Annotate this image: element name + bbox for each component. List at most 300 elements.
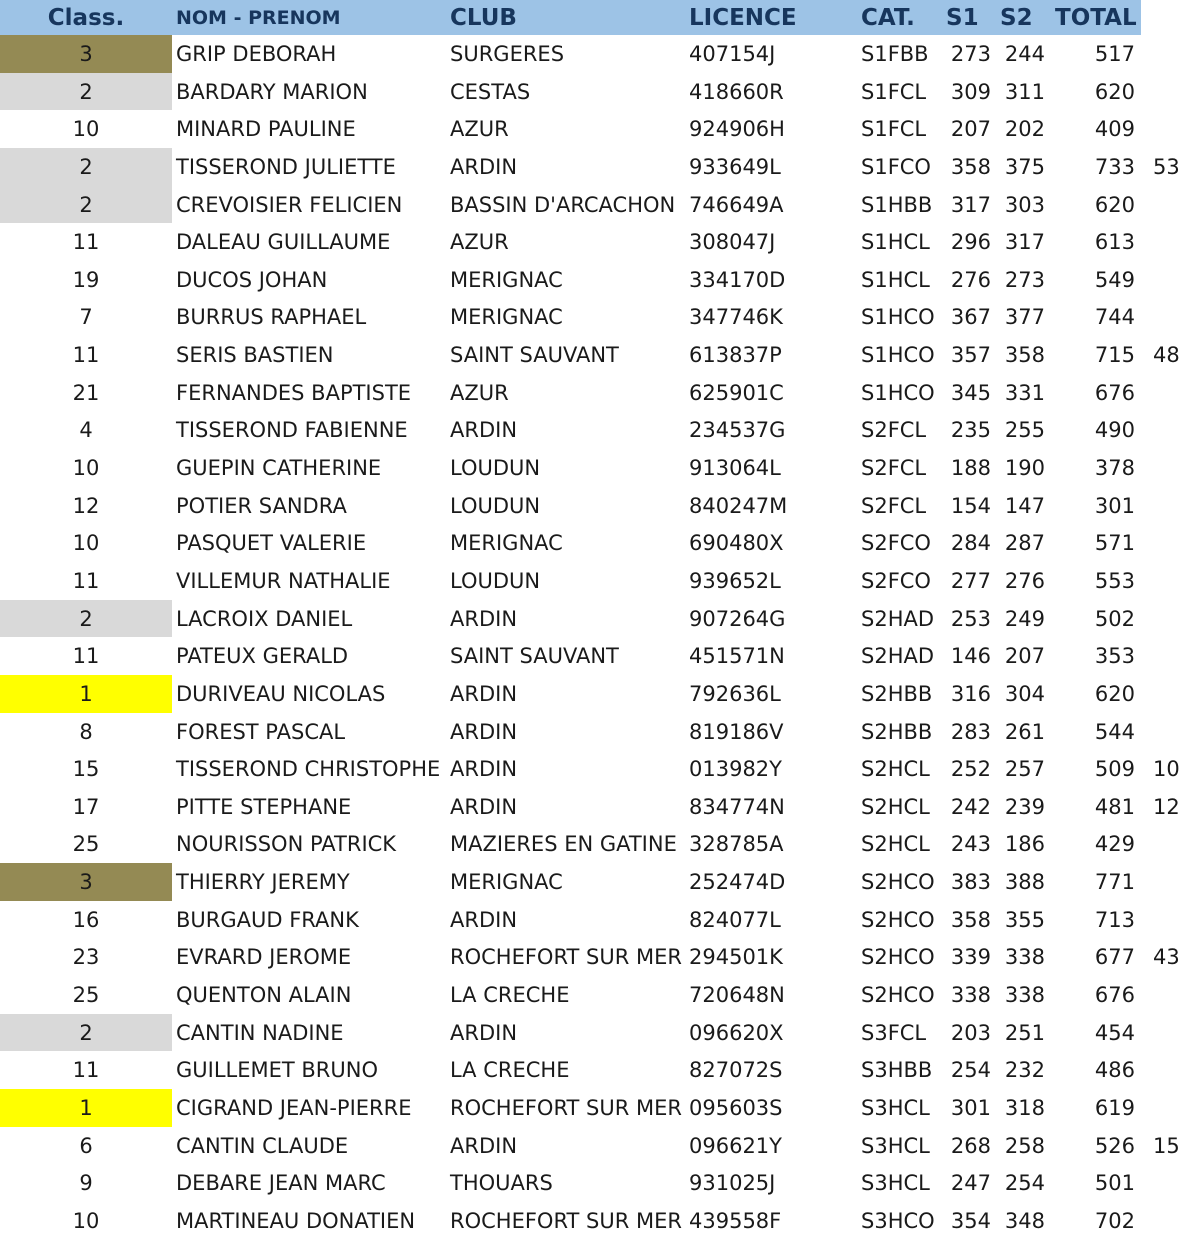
extra-cell	[1153, 374, 1193, 412]
class-cell: 3	[0, 35, 172, 73]
class-cell: 11	[72, 1058, 100, 1083]
header-nom-prenom: NOM - PRENOM	[176, 7, 341, 29]
licence-cell: 013982Y	[689, 757, 782, 782]
club-cell: THOUARS	[450, 1171, 553, 1196]
table-row	[0, 863, 1200, 901]
table-row	[0, 938, 1200, 976]
class-cell: 2	[0, 1014, 172, 1052]
class-cell: 23	[72, 945, 100, 970]
name-cell: QUENTON ALAIN	[176, 983, 352, 1008]
s2-score-cell: 273	[1004, 267, 1045, 292]
class-cell: 16	[72, 907, 100, 932]
category-cell: S1FCL	[861, 79, 927, 104]
name-cell: MARTINEAU DONATIEN	[176, 1208, 416, 1233]
extra-cell	[1153, 223, 1193, 261]
s2-score-cell: 317	[1004, 230, 1045, 255]
s2-score-cell: 348	[1004, 1208, 1045, 1233]
s2-score-cell: 190	[1004, 456, 1045, 481]
header-total: TOTAL	[1055, 5, 1137, 31]
licence-cell: 720648N	[689, 983, 785, 1008]
s2-score-cell: 375	[1004, 154, 1045, 179]
category-cell: S3HCL	[861, 1171, 930, 1196]
results-table-body	[0, 35, 1200, 1240]
category-cell: S3FCL	[861, 1020, 927, 1045]
class-cell: 6	[79, 1133, 93, 1158]
name-cell: BURRUS RAPHAEL	[176, 305, 367, 330]
table-row	[0, 1164, 1200, 1202]
s2-score-cell: 254	[1004, 1171, 1045, 1196]
extra-cell	[1153, 186, 1193, 224]
name-cell: POTIER SANDRA	[176, 493, 347, 518]
name-cell: CREVOISIER FELICIEN	[176, 192, 403, 217]
total-cell: 301	[1094, 493, 1135, 518]
licence-cell: 746649A	[689, 192, 784, 217]
total-cell: 613	[1094, 230, 1135, 255]
club-cell: ARDIN	[450, 606, 518, 631]
class-cell: 21	[72, 380, 100, 405]
s1-score-cell: 383	[950, 870, 991, 895]
table-row	[0, 73, 1200, 111]
total-cell: 702	[1094, 1208, 1135, 1233]
s2-score-cell: 207	[1004, 644, 1045, 669]
name-cell: EVRARD JEROME	[176, 945, 352, 970]
club-cell: ARDIN	[450, 757, 518, 782]
club-cell: MAZIERES EN GATINE	[450, 832, 677, 857]
club-cell: LOUDUN	[450, 493, 541, 518]
club-cell: LOUDUN	[450, 568, 541, 593]
licence-cell: 328785A	[689, 832, 784, 857]
s2-score-cell: 257	[1004, 757, 1045, 782]
name-cell: CIGRAND JEAN-PIERRE	[176, 1095, 412, 1120]
licence-cell: 840247M	[689, 493, 788, 518]
club-cell: MERIGNAC	[450, 531, 563, 556]
class-cell: 10	[72, 117, 100, 142]
name-cell: LACROIX DANIEL	[176, 606, 353, 631]
class-cell: 1	[0, 675, 172, 713]
class-cell: 15	[72, 757, 100, 782]
licence-cell: 096620X	[689, 1020, 784, 1045]
table-row	[0, 35, 1200, 73]
total-cell: 571	[1094, 531, 1135, 556]
extra-cell	[1153, 1202, 1193, 1240]
s2-score-cell: 377	[1004, 305, 1045, 330]
class-cell: 2	[0, 148, 172, 186]
s2-score-cell: 331	[1004, 380, 1045, 405]
table-row	[0, 336, 1200, 374]
category-cell: S1HCL	[861, 267, 930, 292]
category-cell: S2HAD	[861, 606, 935, 631]
header-licence: LICENCE	[689, 5, 797, 31]
name-cell: GUILLEMET BRUNO	[176, 1058, 379, 1083]
category-cell: S1HCO	[861, 380, 935, 405]
category-cell: S1HBB	[861, 192, 933, 217]
club-cell: ARDIN	[450, 907, 518, 932]
table-row	[0, 223, 1200, 261]
class-cell: 10	[72, 1208, 100, 1233]
club-cell: LA CRECHE	[450, 1058, 570, 1083]
category-cell: S2HCO	[861, 983, 935, 1008]
extra-cell	[1153, 825, 1193, 863]
s1-score-cell: 296	[950, 230, 991, 255]
licence-cell: 834774N	[689, 794, 785, 819]
category-cell: S2HBB	[861, 681, 933, 706]
extra-cell	[1153, 637, 1193, 675]
extra-cell	[1153, 863, 1193, 901]
s1-score-cell: 309	[950, 79, 991, 104]
name-cell: PATEUX GERALD	[176, 644, 349, 669]
name-cell: THIERRY JEREMY	[176, 870, 350, 895]
s1-score-cell: 358	[950, 907, 991, 932]
total-cell: 378	[1094, 456, 1135, 481]
licence-cell: 931025J	[689, 1171, 776, 1196]
category-cell: S2FCO	[861, 531, 931, 556]
s1-score-cell: 338	[950, 983, 991, 1008]
header-cat: CAT.	[861, 5, 915, 31]
licence-cell: 347746K	[689, 305, 783, 330]
category-cell: S2HCO	[861, 870, 935, 895]
category-cell: S3HCL	[861, 1133, 930, 1158]
club-cell: SURGERES	[450, 42, 565, 66]
club-cell: ARDIN	[450, 1133, 518, 1158]
extra-cell: 53	[1153, 154, 1180, 179]
licence-cell: 418660R	[689, 79, 784, 104]
extra-cell	[1153, 901, 1193, 939]
extra-cell: 48	[1153, 343, 1180, 368]
category-cell: S2FCL	[861, 456, 927, 481]
club-cell: ARDIN	[450, 418, 518, 443]
licence-cell: 690480X	[689, 531, 784, 556]
table-row	[0, 901, 1200, 939]
licence-cell: 924906H	[689, 117, 785, 142]
s1-score-cell: 188	[950, 456, 991, 481]
total-cell: 620	[1094, 79, 1135, 104]
s2-score-cell: 244	[1004, 42, 1045, 66]
s2-score-cell: 249	[1004, 606, 1045, 631]
licence-cell: 933649L	[689, 154, 781, 179]
class-cell: 11	[72, 230, 100, 255]
club-cell: ARDIN	[450, 1020, 518, 1045]
category-cell: S3HBB	[861, 1058, 933, 1083]
class-cell: 10	[72, 456, 100, 481]
total-cell: 501	[1094, 1171, 1135, 1196]
licence-cell: 907264G	[689, 606, 786, 631]
name-cell: CANTIN NADINE	[176, 1020, 344, 1045]
total-cell: 544	[1094, 719, 1135, 744]
total-cell: 713	[1094, 907, 1135, 932]
club-cell: ARDIN	[450, 681, 518, 706]
extra-cell	[1153, 1014, 1193, 1052]
table-row	[0, 976, 1200, 1014]
table-row	[0, 600, 1200, 638]
s2-score-cell: 258	[1004, 1133, 1045, 1158]
class-cell: 3	[0, 863, 172, 901]
category-cell: S2FCL	[861, 418, 927, 443]
class-cell: 11	[72, 343, 100, 368]
extra-cell	[1153, 976, 1193, 1014]
total-cell: 620	[1094, 681, 1135, 706]
table-row	[0, 637, 1200, 675]
club-cell: LOUDUN	[450, 456, 541, 481]
category-cell: S2FCO	[861, 568, 931, 593]
table-header	[0, 0, 1141, 35]
club-cell: MERIGNAC	[450, 305, 563, 330]
licence-cell: 407154J	[689, 42, 776, 66]
extra-cell	[1153, 449, 1193, 487]
header-club: CLUB	[450, 5, 517, 31]
s1-score-cell: 252	[950, 757, 991, 782]
name-cell: DEBARE JEAN MARC	[176, 1171, 386, 1196]
class-cell: 17	[72, 794, 100, 819]
category-cell: S2HAD	[861, 644, 935, 669]
s1-score-cell: 247	[950, 1171, 991, 1196]
licence-cell: 613837P	[689, 343, 782, 368]
name-cell: VILLEMUR NATHALIE	[176, 568, 391, 593]
class-cell: 19	[72, 267, 100, 292]
total-cell: 676	[1094, 380, 1135, 405]
total-cell: 409	[1094, 117, 1135, 142]
s1-score-cell: 354	[950, 1208, 991, 1233]
category-cell: S1HCO	[861, 343, 935, 368]
category-cell: S2HCL	[861, 794, 930, 819]
name-cell: DUCOS JOHAN	[176, 267, 328, 292]
club-cell: ROCHEFORT SUR MER	[450, 1095, 682, 1120]
total-cell: 619	[1094, 1095, 1135, 1120]
table-row	[0, 261, 1200, 299]
licence-cell: 824077L	[689, 907, 781, 932]
licence-cell: 095603S	[689, 1095, 783, 1120]
name-cell: TISSEROND JULIETTE	[176, 154, 396, 179]
s1-score-cell: 367	[950, 305, 991, 330]
s2-score-cell: 255	[1004, 418, 1045, 443]
licence-cell: 819186V	[689, 719, 784, 744]
class-cell: 11	[72, 568, 100, 593]
s2-score-cell: 276	[1004, 568, 1045, 593]
extra-cell	[1153, 600, 1193, 638]
s2-score-cell: 318	[1004, 1095, 1045, 1120]
extra-cell: 12	[1153, 794, 1180, 819]
licence-cell: 625901C	[689, 380, 784, 405]
table-row	[0, 1051, 1200, 1089]
s2-score-cell: 287	[1004, 531, 1045, 556]
total-cell: 553	[1094, 568, 1135, 593]
licence-cell: 252474D	[689, 870, 786, 895]
club-cell: BASSIN D'ARCACHON	[450, 192, 676, 217]
name-cell: FERNANDES BAPTISTE	[176, 380, 412, 405]
category-cell: S2HCL	[861, 757, 930, 782]
extra-cell	[1153, 261, 1193, 299]
total-cell: 517	[1094, 42, 1135, 66]
table-row	[0, 298, 1200, 336]
table-row	[0, 750, 1200, 788]
extra-cell	[1153, 487, 1193, 525]
category-cell: S3HCO	[861, 1208, 935, 1233]
licence-cell: 294501K	[689, 945, 783, 970]
name-cell: MINARD PAULINE	[176, 117, 356, 142]
class-cell: 10	[72, 531, 100, 556]
s2-score-cell: 232	[1004, 1058, 1045, 1083]
licence-cell: 451571N	[689, 644, 785, 669]
table-row	[0, 675, 1200, 713]
extra-cell	[1153, 1051, 1193, 1089]
s1-score-cell: 254	[950, 1058, 991, 1083]
s1-score-cell: 207	[950, 117, 991, 142]
table-row	[0, 713, 1200, 751]
total-cell: 676	[1094, 983, 1135, 1008]
s1-score-cell: 253	[950, 606, 991, 631]
total-cell: 502	[1094, 606, 1135, 631]
name-cell: BARDARY MARION	[176, 79, 368, 104]
club-cell: ARDIN	[450, 719, 518, 744]
total-cell: 490	[1094, 418, 1135, 443]
table-row	[0, 825, 1200, 863]
total-cell: 454	[1094, 1020, 1135, 1045]
category-cell: S1HCL	[861, 230, 930, 255]
table-row	[0, 524, 1200, 562]
total-cell: 620	[1094, 192, 1135, 217]
s1-score-cell: 277	[950, 568, 991, 593]
total-cell: 677	[1094, 945, 1135, 970]
name-cell: NOURISSON PATRICK	[176, 832, 397, 857]
s1-score-cell: 242	[950, 794, 991, 819]
name-cell: GUEPIN CATHERINE	[176, 456, 382, 481]
club-cell: ARDIN	[450, 794, 518, 819]
table-row	[0, 449, 1200, 487]
s2-score-cell: 202	[1004, 117, 1045, 142]
extra-cell	[1153, 298, 1193, 336]
s2-score-cell: 186	[1004, 832, 1045, 857]
name-cell: CANTIN CLAUDE	[176, 1133, 349, 1158]
table-row	[0, 788, 1200, 826]
s1-score-cell: 301	[950, 1095, 991, 1120]
club-cell: ROCHEFORT SUR MER	[450, 945, 682, 970]
extra-cell	[1153, 73, 1193, 111]
class-cell: 2	[0, 600, 172, 638]
extra-cell	[1153, 1089, 1193, 1127]
extra-cell: 15	[1153, 1133, 1180, 1158]
extra-cell: 43	[1153, 945, 1180, 970]
club-cell: AZUR	[450, 380, 509, 405]
s1-score-cell: 345	[950, 380, 991, 405]
class-cell: 2	[0, 73, 172, 111]
s1-score-cell: 339	[950, 945, 991, 970]
licence-cell: 234537G	[689, 418, 786, 443]
club-cell: LA CRECHE	[450, 983, 570, 1008]
licence-cell: 096621Y	[689, 1133, 782, 1158]
header-s2: S2	[1000, 5, 1033, 31]
extra-cell	[1153, 713, 1193, 751]
licence-cell: 334170D	[689, 267, 786, 292]
club-cell: ROCHEFORT SUR MER	[450, 1208, 682, 1233]
class-cell: 11	[72, 644, 100, 669]
s2-score-cell: 358	[1004, 343, 1045, 368]
total-cell: 771	[1094, 870, 1135, 895]
category-cell: S2HCL	[861, 832, 930, 857]
name-cell: DALEAU GUILLAUME	[176, 230, 391, 255]
name-cell: SERIS BASTIEN	[176, 343, 334, 368]
class-cell: 1	[0, 1089, 172, 1127]
table-row	[0, 148, 1200, 186]
class-cell: 2	[0, 186, 172, 224]
club-cell: SAINT SAUVANT	[450, 343, 619, 368]
s2-score-cell: 251	[1004, 1020, 1045, 1045]
class-cell: 25	[72, 983, 100, 1008]
class-cell: 25	[72, 832, 100, 857]
table-row	[0, 562, 1200, 600]
total-cell: 715	[1094, 343, 1135, 368]
s2-score-cell: 304	[1004, 681, 1045, 706]
club-cell: MERIGNAC	[450, 267, 563, 292]
s1-score-cell: 235	[950, 418, 991, 443]
s1-score-cell: 358	[950, 154, 991, 179]
licence-cell: 913064L	[689, 456, 781, 481]
total-cell: 526	[1094, 1133, 1135, 1158]
class-cell: 4	[79, 418, 93, 443]
club-cell: AZUR	[450, 117, 509, 142]
extra-cell	[1153, 675, 1193, 713]
s2-score-cell: 355	[1004, 907, 1045, 932]
licence-cell: 939652L	[689, 568, 781, 593]
class-cell: 7	[79, 305, 93, 330]
licence-cell: 827072S	[689, 1058, 783, 1083]
s1-score-cell: 317	[950, 192, 991, 217]
s2-score-cell: 338	[1004, 945, 1045, 970]
s1-score-cell: 243	[950, 832, 991, 857]
s1-score-cell: 276	[950, 267, 991, 292]
total-cell: 733	[1094, 154, 1135, 179]
table-row	[0, 487, 1200, 525]
category-cell: S3HCL	[861, 1095, 930, 1120]
s2-score-cell: 239	[1004, 794, 1045, 819]
category-cell: S1FCO	[861, 154, 931, 179]
extra-cell: 10	[1153, 757, 1180, 782]
extra-cell	[1153, 1164, 1193, 1202]
header-class: Class.	[47, 5, 125, 31]
extra-cell	[1153, 524, 1193, 562]
name-cell: GRIP DEBORAH	[176, 42, 337, 66]
category-cell: S1HCO	[861, 305, 935, 330]
table-row	[0, 374, 1200, 412]
total-cell: 353	[1094, 644, 1135, 669]
s1-score-cell: 203	[950, 1020, 991, 1045]
club-cell: AZUR	[450, 230, 509, 255]
class-cell: 12	[72, 493, 100, 518]
total-cell: 549	[1094, 267, 1135, 292]
licence-cell: 792636L	[689, 681, 781, 706]
header-s1: S1	[946, 5, 979, 31]
total-cell: 486	[1094, 1058, 1135, 1083]
table-row	[0, 1202, 1200, 1240]
club-cell: SAINT SAUVANT	[450, 644, 619, 669]
category-cell: S2FCL	[861, 493, 927, 518]
s1-score-cell: 357	[950, 343, 991, 368]
table-row	[0, 186, 1200, 224]
name-cell: PITTE STEPHANE	[176, 794, 352, 819]
s2-score-cell: 303	[1004, 192, 1045, 217]
table-row	[0, 1014, 1200, 1052]
s2-score-cell: 338	[1004, 983, 1045, 1008]
category-cell: S2HBB	[861, 719, 933, 744]
s1-score-cell: 284	[950, 531, 991, 556]
category-cell: S2HCO	[861, 907, 935, 932]
club-cell: MERIGNAC	[450, 870, 563, 895]
s1-score-cell: 268	[950, 1133, 991, 1158]
name-cell: TISSEROND FABIENNE	[176, 418, 408, 443]
licence-cell: 308047J	[689, 230, 776, 255]
s1-score-cell: 316	[950, 681, 991, 706]
category-cell: S2HCO	[861, 945, 935, 970]
s2-score-cell: 311	[1004, 79, 1045, 104]
club-cell: ARDIN	[450, 154, 518, 179]
